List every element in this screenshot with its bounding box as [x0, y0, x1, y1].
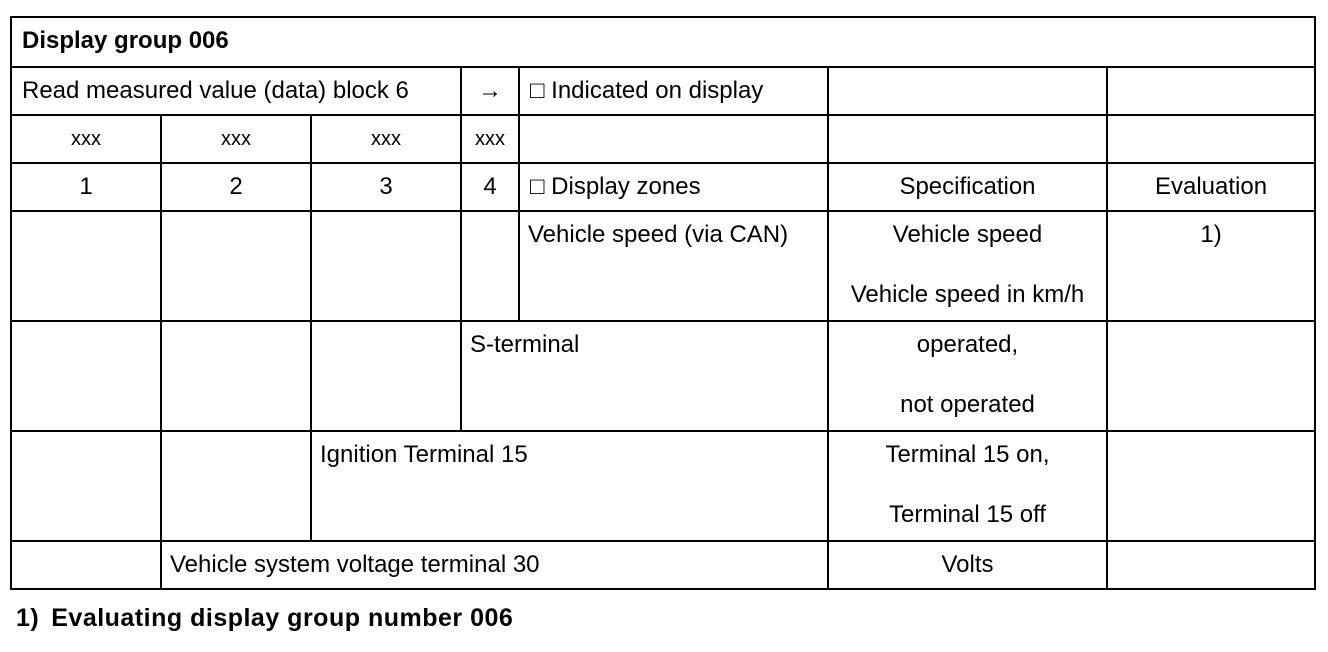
- empty-cell: [311, 211, 461, 321]
- row-specification: [828, 321, 1107, 431]
- footnote: [16, 604, 513, 633]
- footnote-mark: 1): [16, 604, 40, 632]
- display-zones-header: □ Display zones: [519, 163, 828, 211]
- zone-number-4: 4: [461, 163, 519, 211]
- read-block-label: Read measured value (data) block 6: [11, 67, 461, 115]
- empty-cell: [1107, 115, 1315, 163]
- spec-line-1: Terminal 15 on,: [885, 441, 1050, 468]
- table-row: [11, 431, 1315, 541]
- empty-cell: [828, 115, 1107, 163]
- placeholder-zone-1: xxx: [11, 115, 161, 163]
- row-specification: Volts: [828, 541, 1107, 589]
- row-evaluation: [1107, 431, 1315, 541]
- arrow-right-icon: →: [461, 67, 519, 115]
- empty-cell: [161, 321, 311, 431]
- row-specification: [828, 431, 1107, 541]
- empty-cell: [519, 115, 828, 163]
- spec-line-2: Terminal 15 off: [889, 501, 1046, 528]
- table-title: Display group 006: [11, 17, 1315, 67]
- row-evaluation: [1107, 321, 1315, 431]
- indicated-on-display-label: □ Indicated on display: [519, 67, 828, 115]
- spec-line-2: not operated: [900, 391, 1035, 418]
- placeholder-zone-3: xxx: [311, 115, 461, 163]
- display-group-table: [10, 16, 1316, 590]
- placeholder-row: [11, 115, 1315, 163]
- empty-cell: [828, 67, 1107, 115]
- row-label: Vehicle system voltage terminal 30: [161, 541, 828, 589]
- table-row: [11, 321, 1315, 431]
- row-evaluation: 1): [1107, 211, 1315, 321]
- placeholder-zone-4: xxx: [461, 115, 519, 163]
- specification-header: Specification: [828, 163, 1107, 211]
- row-label: Ignition Terminal 15: [311, 431, 828, 541]
- placeholder-zone-2: xxx: [161, 115, 311, 163]
- row-evaluation: [1107, 541, 1315, 589]
- empty-cell: [311, 321, 461, 431]
- row-specification: [828, 211, 1107, 321]
- empty-cell: [11, 321, 161, 431]
- empty-cell: [1107, 67, 1315, 115]
- empty-cell: [11, 541, 161, 589]
- evaluation-header: Evaluation: [1107, 163, 1315, 211]
- empty-cell: [11, 431, 161, 541]
- row-label: S-terminal: [461, 321, 828, 431]
- zones-header-row: [11, 163, 1315, 211]
- zone-number-2: 2: [161, 163, 311, 211]
- spec-line-2: Vehicle speed in km/h: [850, 281, 1085, 308]
- row-label: Vehicle speed (via CAN): [519, 211, 828, 321]
- spec-line-1: Vehicle speed: [892, 221, 1043, 248]
- footnote-text: Evaluating display group number 006: [51, 604, 514, 632]
- empty-cell: [161, 431, 311, 541]
- empty-cell: [161, 211, 311, 321]
- zone-number-3: 3: [311, 163, 461, 211]
- title-row: [11, 17, 1315, 67]
- empty-cell: [461, 211, 519, 321]
- table-row: [11, 211, 1315, 321]
- empty-cell: [11, 211, 161, 321]
- read-block-row: [11, 67, 1315, 115]
- spec-line-1: operated,: [916, 331, 1019, 358]
- table-row: [11, 541, 1315, 589]
- zone-number-1: 1: [11, 163, 161, 211]
